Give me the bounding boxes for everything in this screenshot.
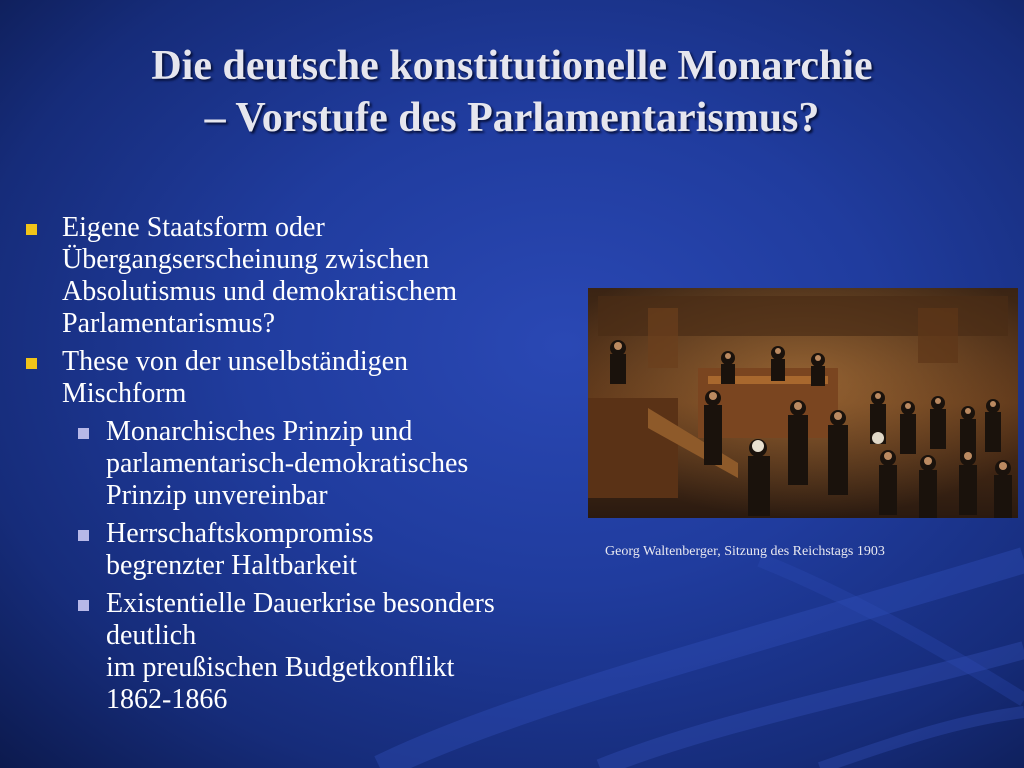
- bullet-text-line: Herrschaftskompromiss: [106, 518, 374, 549]
- bullet-text-line: Mischform: [62, 378, 187, 409]
- bullet-text-line: im preußischen Budgetkonflikt: [106, 652, 455, 683]
- bullet-text-line: 1862-1866: [106, 684, 228, 715]
- bullet-text-line: Monarchisches Prinzip und: [106, 416, 413, 447]
- title-line-1: Die deutsche konstitutionelle Monarchie: [151, 43, 873, 89]
- square-bullet-icon: [78, 428, 89, 439]
- square-bullet-icon: [26, 358, 37, 369]
- bullet-text-line: Absolutismus und demokratischem: [62, 276, 458, 307]
- sub-bullet-item-prinzip: [22, 416, 582, 512]
- title-line-2: – Vorstufe des Parlamentarismus?: [204, 95, 820, 141]
- slide-title: [40, 40, 984, 144]
- bullet-item-mischform: [22, 346, 582, 410]
- sub-bullet-item-kompromiss: [22, 518, 582, 582]
- square-bullet-icon: [78, 600, 89, 611]
- bullet-text-line: begrenzter Haltbarkeit: [106, 550, 358, 581]
- square-bullet-icon: [26, 224, 37, 235]
- bullet-text-line: Existentielle Dauerkrise besonders: [106, 588, 495, 619]
- bullet-text-line: These von der unselbständigen: [62, 346, 409, 377]
- bullet-text-line: Parlamentarismus?: [62, 308, 276, 339]
- bullet-text-line: Eigene Staatsform oder: [62, 212, 325, 243]
- sub-bullet-item-dauerkrise: [22, 588, 582, 716]
- bullet-text-line: deutlich: [106, 620, 197, 651]
- bullet-text-line: parlamentarisch-demokratisches: [106, 448, 469, 479]
- square-bullet-icon: [78, 530, 89, 541]
- bullet-item-staatsform: [22, 212, 582, 340]
- image-caption: Georg Waltenberger, Sitzung des Reichstags 1903: [605, 544, 885, 559]
- bullet-text-line: Prinzip unvereinbar: [106, 480, 328, 511]
- bullet-text-line: Übergangserscheinung zwischen: [62, 244, 430, 275]
- bullet-list: [22, 212, 582, 722]
- painting-illustration: [588, 288, 1018, 518]
- reichstag-painting-image: [588, 288, 1018, 518]
